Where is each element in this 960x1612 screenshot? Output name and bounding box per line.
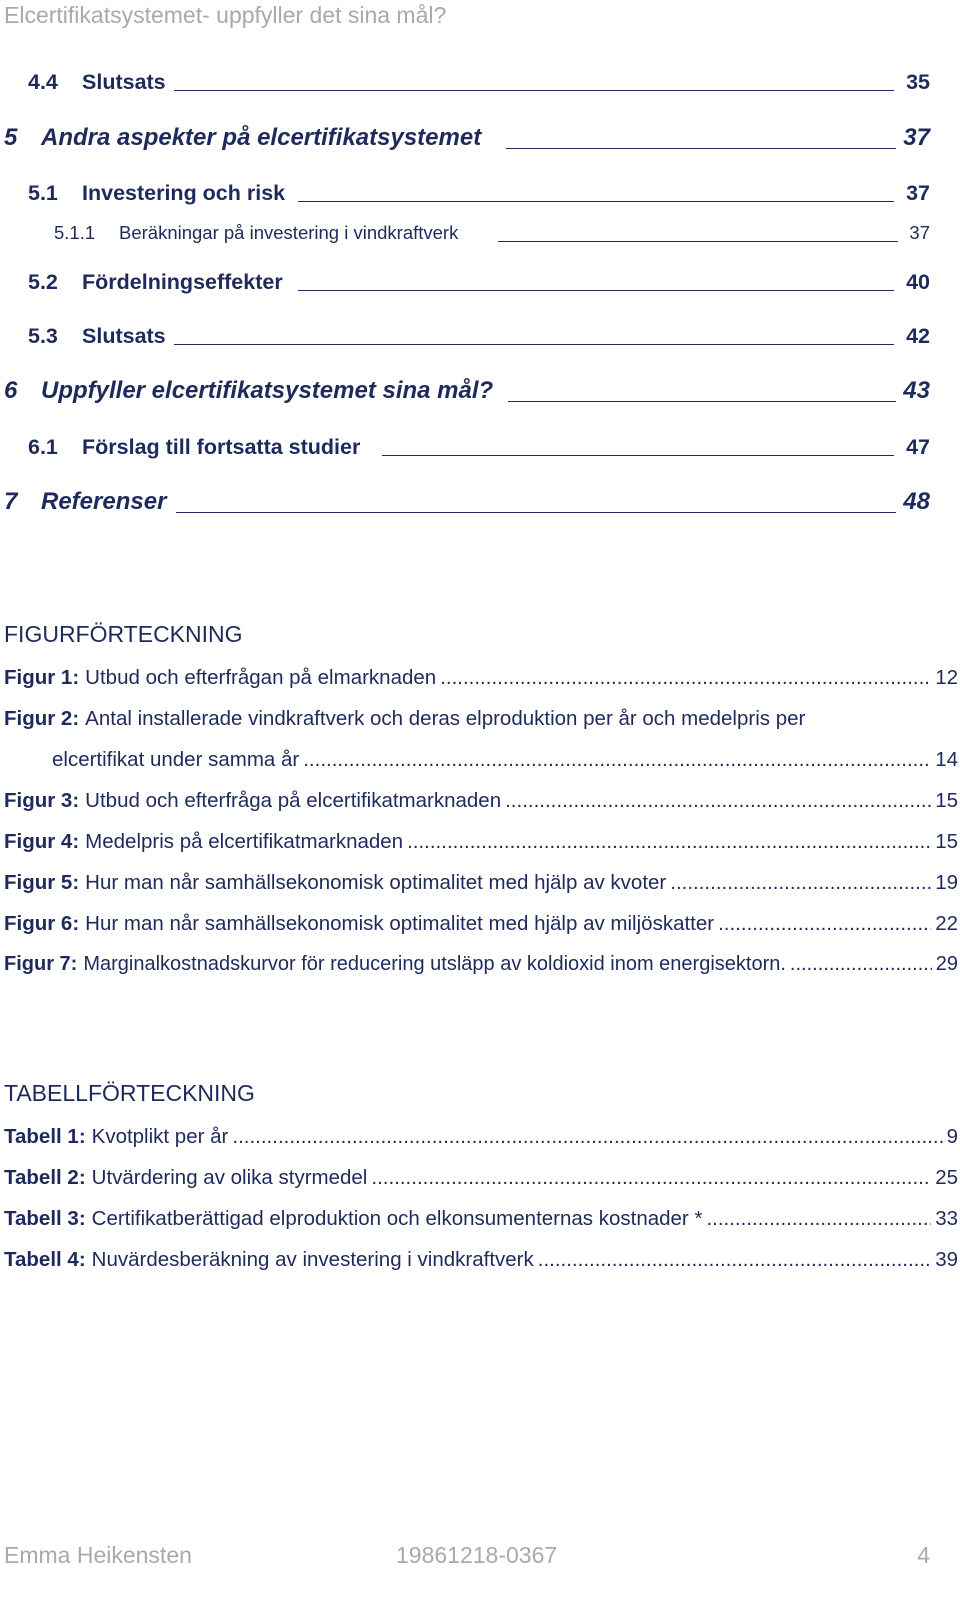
table-entry-3[interactable] xyxy=(4,1207,958,1231)
toc-entry-4-4[interactable] xyxy=(0,70,960,110)
toc-number: 5.2 xyxy=(28,270,58,294)
table-page-number: 33 xyxy=(935,1207,958,1230)
toc-page-number: 37 xyxy=(906,181,930,205)
toc-page-number: 37 xyxy=(903,124,930,151)
leader-dots xyxy=(407,830,931,854)
toc-leader-line xyxy=(298,201,894,202)
toc-page-number: 43 xyxy=(903,377,930,404)
figure-list-heading: FIGURFÖRTECKNING xyxy=(4,621,243,647)
toc-leader-line xyxy=(298,290,894,291)
toc-leader-line xyxy=(174,344,894,345)
toc-number: 4.4 xyxy=(28,70,58,94)
toc-leader-line xyxy=(498,241,898,242)
toc-entry-5-3[interactable] xyxy=(0,324,960,364)
toc-entry-5-1-1[interactable] xyxy=(0,222,960,262)
toc-number: 6.1 xyxy=(28,435,58,459)
toc-page-number: 35 xyxy=(906,70,930,94)
figure-label: Figur 7: xyxy=(4,953,78,975)
figure-entry-4[interactable] xyxy=(4,830,958,854)
table-label: Tabell 1: xyxy=(4,1125,86,1148)
toc-leader-line xyxy=(506,148,896,149)
toc-number: 5.3 xyxy=(28,324,58,348)
toc-number: 6 xyxy=(4,377,18,404)
running-header: Elcertifikatsystemet- uppfyller det sina mål? xyxy=(4,2,447,28)
figure-caption-continued: elcertifikat under samma år xyxy=(52,748,300,771)
table-entry-1[interactable] xyxy=(4,1125,958,1149)
toc-title: Referenser xyxy=(41,488,167,515)
figure-page-number: 14 xyxy=(935,748,958,771)
figure-entry-3[interactable] xyxy=(4,789,958,813)
figure-caption: Hur man når samhällsekonomisk optimalitet med hjälp av kvoter xyxy=(85,871,667,894)
figure-entry-2[interactable] xyxy=(4,707,958,731)
toc-title: Slutsats xyxy=(82,70,166,94)
toc-page-number: 47 xyxy=(906,435,930,459)
leader-dots xyxy=(718,912,931,936)
footer-page-number: 4 xyxy=(917,1542,930,1568)
toc-title: Beräkningar på investering i vindkraftverk xyxy=(119,222,459,243)
figure-caption: Marginalkostnadskurvor för reducering utsläpp av koldioxid inom energisektorn. xyxy=(83,953,786,975)
toc-number: 5.1 xyxy=(28,181,58,205)
figure-page-number: 12 xyxy=(935,666,958,689)
toc-number: 7 xyxy=(4,488,18,515)
figure-label: Figur 2: xyxy=(4,707,80,730)
toc-leader-line xyxy=(382,455,894,456)
leader-dots xyxy=(440,666,931,690)
figure-label: Figur 3: xyxy=(4,789,80,812)
table-caption: Nuvärdesberäkning av investering i vindkraftverk xyxy=(91,1248,534,1271)
leader-dots xyxy=(538,1248,931,1272)
toc-title: Investering och risk xyxy=(82,181,286,205)
leader-dots xyxy=(232,1125,942,1149)
toc-title: Uppfyller elcertifikatsystemet sina mål? xyxy=(41,377,494,404)
toc-number: 5.1.1 xyxy=(54,222,96,243)
figure-label: Figur 1: xyxy=(4,666,80,689)
figure-page-number: 19 xyxy=(935,871,958,894)
table-page-number: 25 xyxy=(935,1166,958,1189)
figure-label: Figur 4: xyxy=(4,830,80,853)
figure-page-number: 15 xyxy=(935,789,958,812)
footer-author: Emma Heikensten xyxy=(4,1542,192,1568)
table-caption: Certifikatberättigad elproduktion och elkonsumenternas kostnader * xyxy=(91,1207,703,1230)
toc-entry-7[interactable] xyxy=(0,488,960,528)
figure-page-number: 15 xyxy=(935,830,958,853)
toc-leader-line xyxy=(176,512,896,513)
figure-label: Figur 6: xyxy=(4,912,80,935)
footer-id: 19861218-0367 xyxy=(396,1542,558,1568)
table-page-number: 9 xyxy=(946,1125,958,1148)
figure-caption: Hur man når samhällsekonomisk optimalitet med hjälp av miljöskatter xyxy=(85,912,715,935)
figure-page-number: 22 xyxy=(935,912,958,935)
figure-entry-5[interactable] xyxy=(4,871,958,895)
leader-dots xyxy=(505,789,931,813)
table-label: Tabell 4: xyxy=(4,1248,86,1271)
toc-leader-line xyxy=(508,401,896,402)
toc-title: Förslag till fortsatta studier xyxy=(82,435,361,459)
figure-caption: Utbud och efterfrågan på elmarknaden xyxy=(85,666,437,689)
toc-number: 5 xyxy=(4,124,18,151)
figure-entry-1[interactable] xyxy=(4,666,958,690)
table-label: Tabell 3: xyxy=(4,1207,86,1230)
toc-title: Andra aspekter på elcertifikatsystemet xyxy=(41,124,482,151)
figure-caption: Utbud och efterfråga på elcertifikatmarknaden xyxy=(85,789,502,812)
figure-caption: Antal installerade vindkraftverk och deras elproduktion per år och medelpris per xyxy=(85,707,806,730)
leader-dots xyxy=(670,871,931,895)
toc-page-number: 48 xyxy=(903,488,930,515)
toc-entry-5-2[interactable] xyxy=(0,270,960,310)
toc-page-number: 37 xyxy=(909,222,930,243)
table-entry-4[interactable] xyxy=(4,1248,958,1272)
leader-dots xyxy=(790,953,932,976)
toc-entry-6-1[interactable] xyxy=(0,435,960,475)
leader-dots xyxy=(371,1166,931,1190)
leader-dots xyxy=(706,1207,931,1231)
table-entry-2[interactable] xyxy=(4,1166,958,1190)
table-page-number: 39 xyxy=(935,1248,958,1271)
figure-entry-6[interactable] xyxy=(4,912,958,936)
toc-page-number: 40 xyxy=(906,270,930,294)
figure-entry-2-continuation[interactable] xyxy=(52,748,958,772)
toc-title: Slutsats xyxy=(82,324,166,348)
toc-entry-5[interactable] xyxy=(0,124,960,164)
table-list-heading: TABELLFÖRTECKNING xyxy=(4,1080,255,1106)
table-label: Tabell 2: xyxy=(4,1166,86,1189)
figure-caption: Medelpris på elcertifikatmarknaden xyxy=(85,830,404,853)
figure-entry-7[interactable] xyxy=(4,953,958,976)
leader-dots xyxy=(303,748,931,772)
toc-leader-line xyxy=(174,90,894,91)
toc-title: Fördelningseffekter xyxy=(82,270,283,294)
toc-entry-6[interactable] xyxy=(0,377,960,417)
toc-entry-5-1[interactable] xyxy=(0,181,960,221)
figure-page-number: 29 xyxy=(935,953,958,975)
table-caption: Kvotplikt per år xyxy=(91,1125,229,1148)
toc-page-number: 42 xyxy=(906,324,930,348)
figure-label: Figur 5: xyxy=(4,871,80,894)
table-caption: Utvärdering av olika styrmedel xyxy=(91,1166,368,1189)
